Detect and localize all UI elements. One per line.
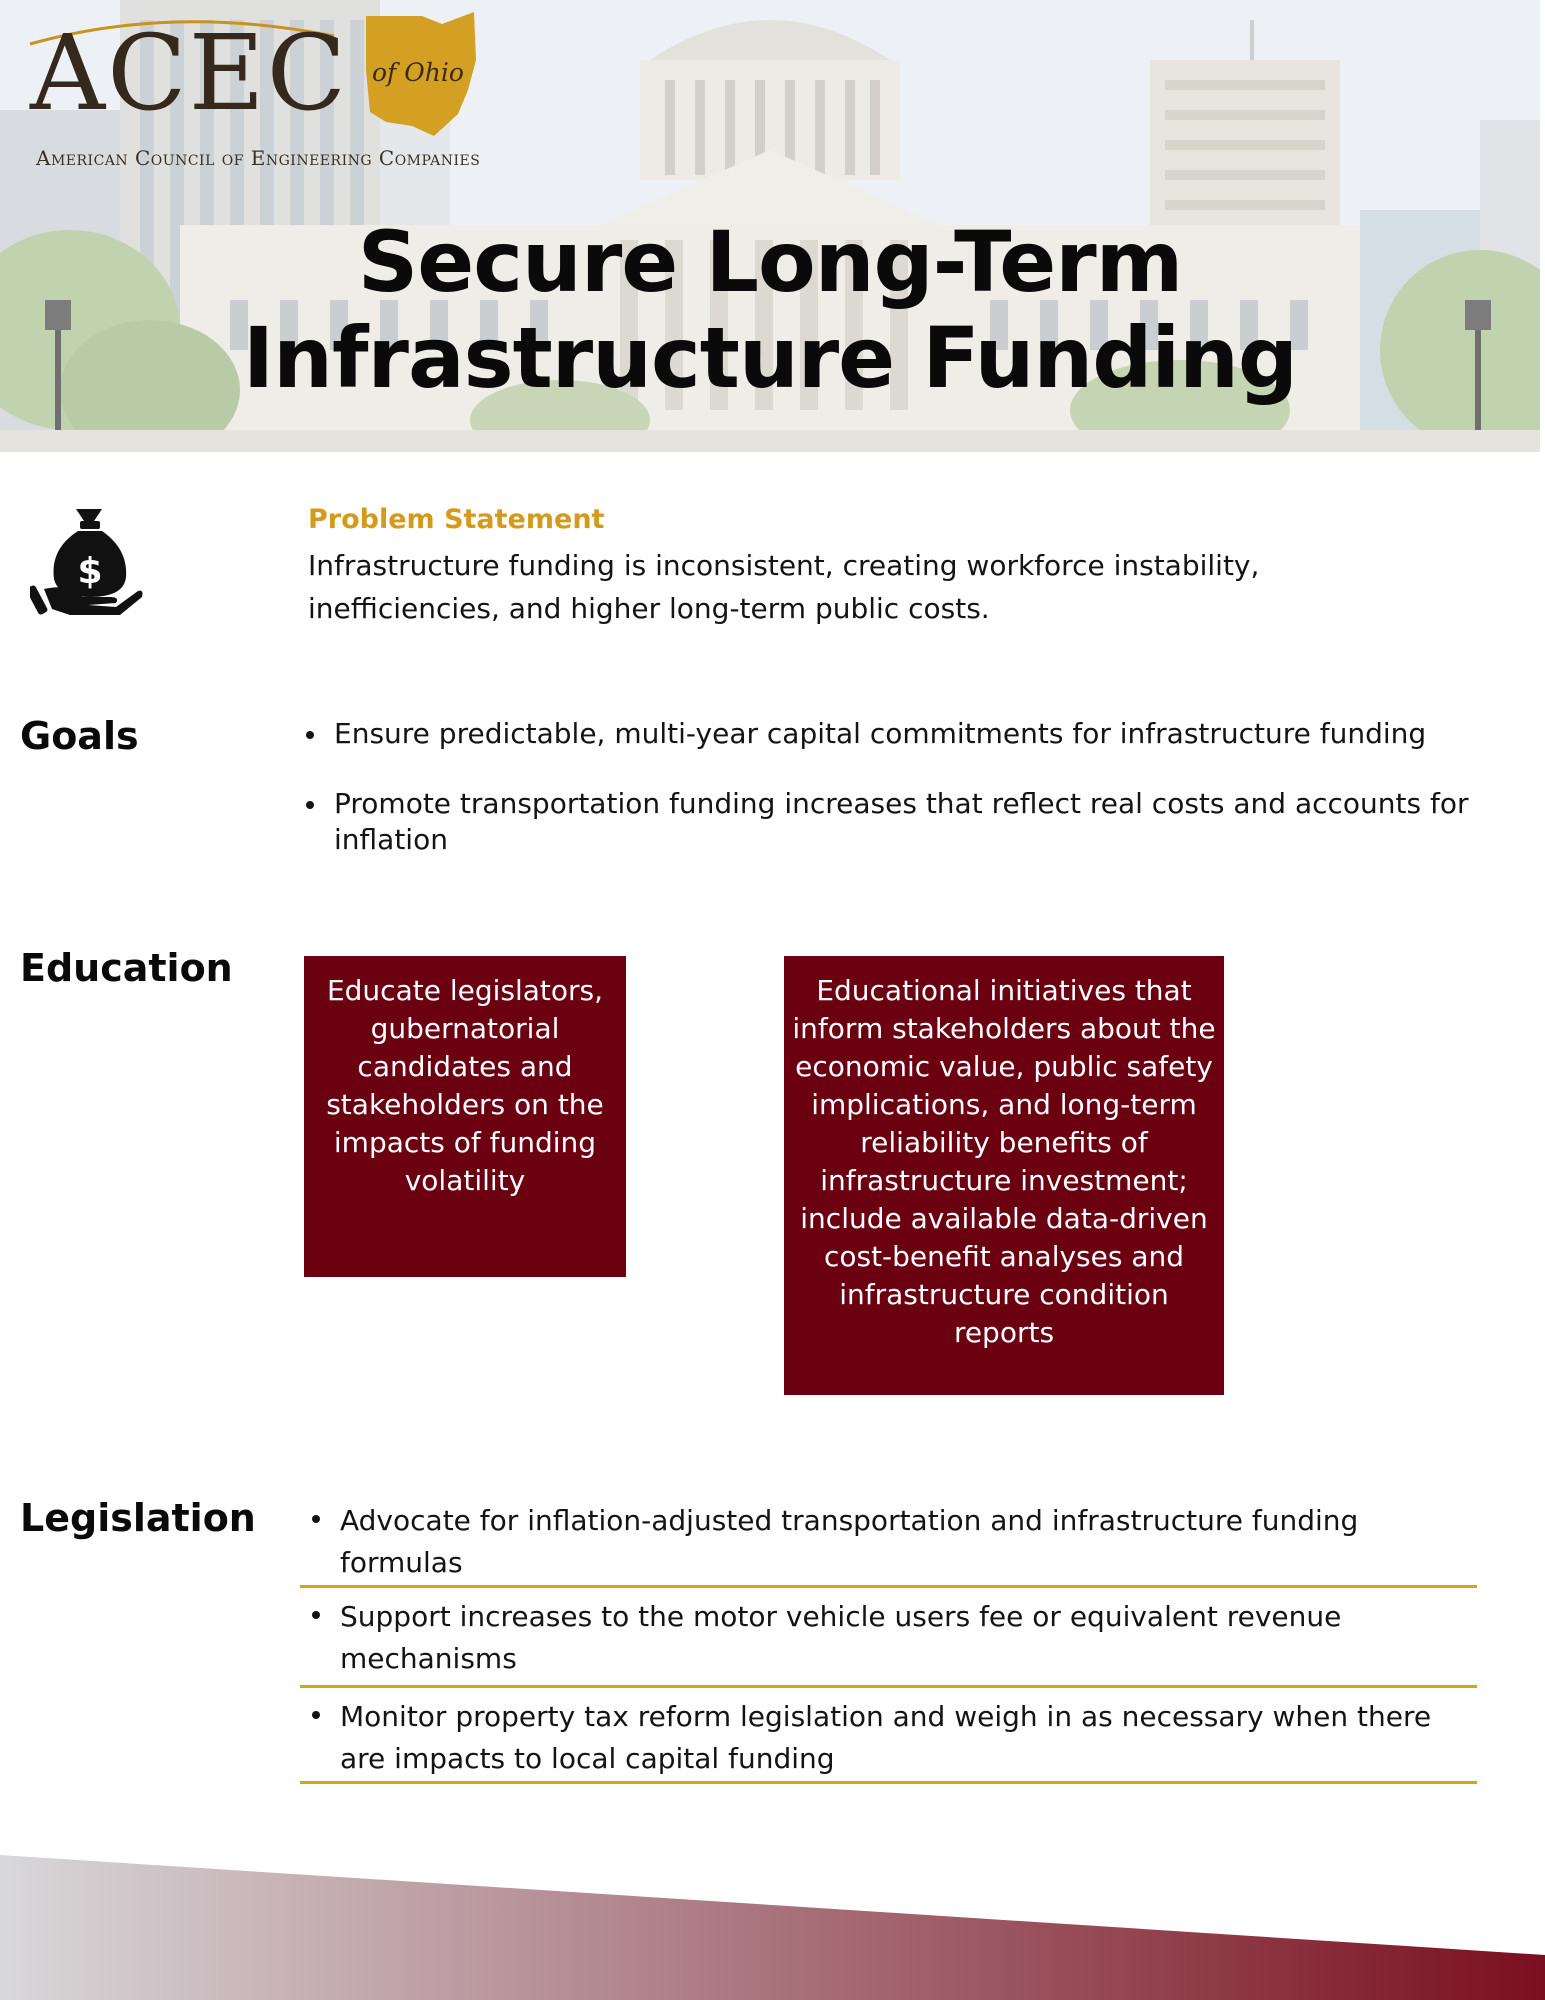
divider [300,1585,1477,1588]
goals-label: Goals [20,714,139,758]
problem-text-line-2: inefficiencies, and higher long-term public costs. [308,592,990,625]
svg-text:$: $ [77,551,103,592]
divider [300,1685,1477,1688]
legislation-list [340,1500,1480,1792]
goal-item: Promote transportation funding increases that reflect real costs and accounts for inflation [334,786,1534,858]
logo-tagline: American Council of Engineering Companies [36,146,481,170]
education-box: Educate legislators, gubernatorial candidates and stakeholders on the impacts of funding volatility [304,956,626,1277]
problem-text [308,544,1408,630]
legislation-item: Advocate for inflation-adjusted transportation and infrastructure funding formulas [340,1500,1480,1596]
money-bag-hand-icon [30,505,145,617]
problem-heading: Problem Statement [308,504,605,535]
legislation-item: Support increases to the motor vehicle users fee or equivalent revenue mechanisms [340,1596,1480,1696]
legislation-label: Legislation [20,1496,256,1540]
page-title-line-2: Infrastructure Funding [242,309,1298,407]
hero-banner [0,0,1540,452]
page-title-line-1: Secure Long-Term [357,213,1183,311]
goals-list [334,716,1534,892]
page-title [120,214,1420,406]
logo-state-label: of Ohio [372,58,464,87]
logo-wordmark: ACEC [30,12,349,134]
footer-band [0,1855,1545,2000]
divider [300,1781,1477,1784]
education-label: Education [20,946,233,990]
legislation-item: Monitor property tax reform legislation and weigh in as necessary when there are impacts to local capital funding [340,1696,1480,1792]
problem-text-line-1: Infrastructure funding is inconsistent, creating workforce instability, [308,549,1260,582]
goal-item: Ensure predictable, multi-year capital commitments for infrastructure funding [334,716,1534,752]
education-box: Educational initiatives that inform stakeholders about the economic value, public safety implications, and long-term reliability benefits of infrastructure investment; include available data-driven cost-benefit analyses and infrastructure condition reports [784,956,1224,1395]
